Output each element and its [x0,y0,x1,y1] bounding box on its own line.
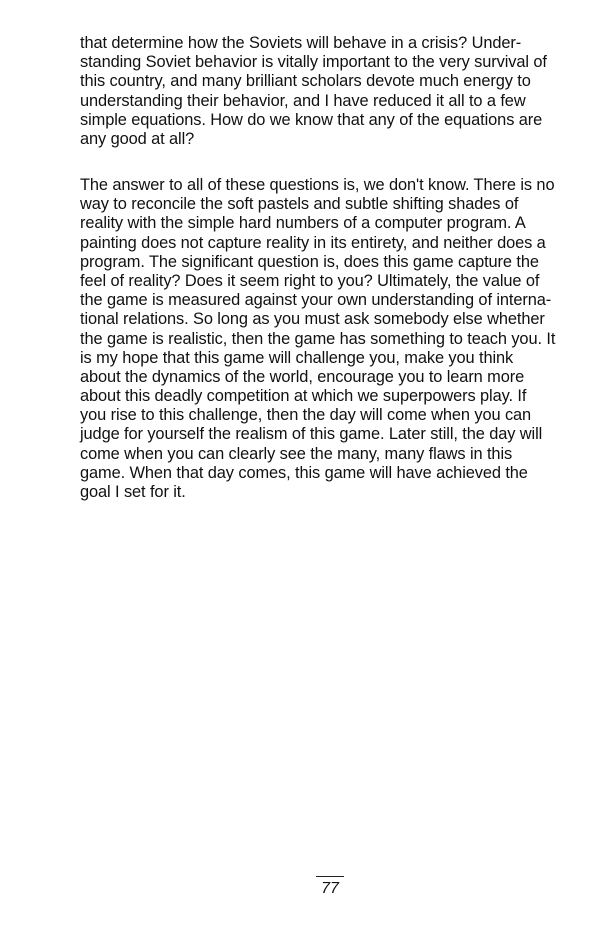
text-line: feel of reality? Does it seem right to you? Ultimately, the value of [80,271,540,290]
text-line: this country, and many brilliant scholars devote much energy to [80,72,531,91]
text-line: way to reconcile the soft pastels and subtle shifting shades of [80,195,519,214]
paragraph-soviet-behavior [80,34,580,149]
text-line: about this deadly competition at which we superpowers play. If [80,387,527,406]
text-line: the game is realistic, then the game has something to teach you. It [80,329,556,348]
text-line: standing Soviet behavior is vitally important to the very survival of [80,53,547,72]
text-line: is my hope that this game will challenge you, make you think [80,348,514,367]
text-line: about the dynamics of the world, encourage you to learn more [80,367,525,386]
text-line: simple equations. How do we know that any of the equations are [80,110,543,129]
text-line: judge for yourself the realism of this game. Later still, the day will [80,425,543,444]
text-line: painting does not capture reality in its entirety, and neither does a [80,233,546,252]
page-number: 77 [321,880,339,897]
page-number-rule [316,876,344,877]
text-line: you rise to this challenge, then the day will come when you can [80,406,532,425]
text-line: that determine how the Soviets will behave in a crisis? Under- [80,34,522,52]
text-line: any good at all? [80,129,195,148]
text-line: game. When that day comes, this game will have achieved the [80,463,528,482]
paragraph-answer [80,176,580,502]
text-line: come when you can clearly see the many, many flaws in this [80,444,513,463]
text-line: The answer to all of these questions is, we don't know. There is no [80,176,555,194]
text-line: goal I set for it. [80,483,186,501]
text-line: program. The significant question is, does this game capture the [80,252,539,271]
text-line: tional relations. So long as you must ask somebody else whether [80,310,545,329]
text-line: understanding their behavior, and I have reduced it all to a few [80,91,526,110]
text-line: the game is measured against your own understanding of interna- [80,291,552,310]
text-line: reality with the simple hard numbers of a computer program. A [80,214,526,233]
